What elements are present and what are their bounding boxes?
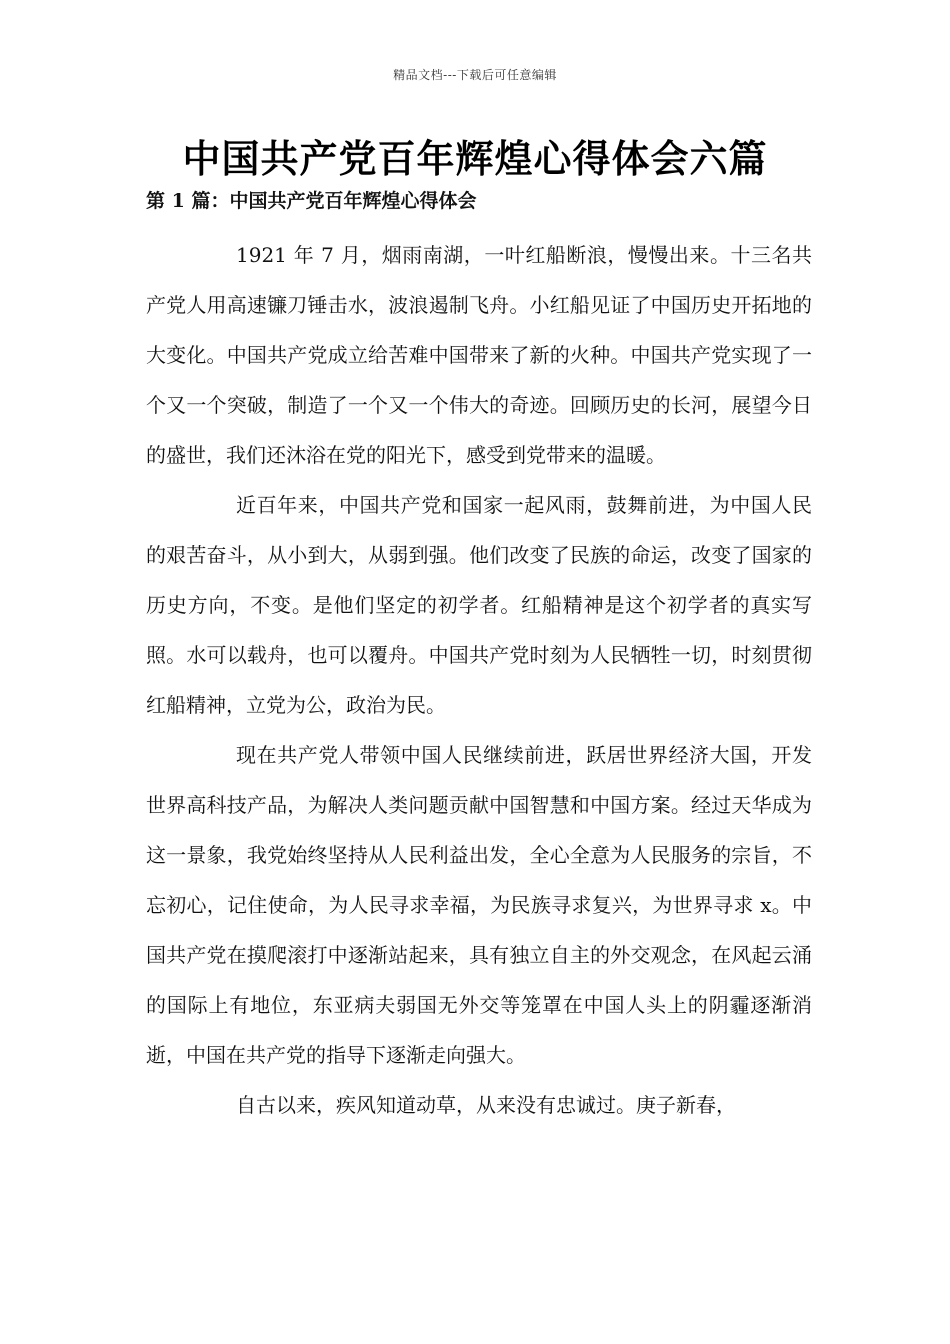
document-title: 中国共产党百年辉煌心得体会六篇 bbox=[182, 137, 768, 181]
section-heading: 第 1 篇：中国共产党百年辉煌心得体会 bbox=[146, 190, 477, 212]
paragraph: 1921 年 7 月，烟雨南湖，一叶红船断浪，慢慢出来。十三名共产党人用高速镰刀锤击水，波浪遏制飞舟。小红船见证了中国历史开拓地的大变化。中国共产党成立给苦难中国带来了新的火种。中国共产党实现了一个又一个突破，制造了一个又一个伟大的奇迹。回顾历史的长河，展望今日的盛世，我们还沐浴在党的阳光下，感受到党带来的温暖。 bbox=[146, 243, 812, 467]
paragraph: 自古以来，疾风知道动草，从来没有忠诚过。庚子新春， bbox=[236, 1093, 736, 1117]
paragraph: 现在共产党人带领中国人民继续前进，跃居世界经济大国，开发世界高科技产品，为解决人类问题贡献中国智慧和中国方案。经过天华成为这一景象，我党始终坚持从人民利益出发，全心全意为人民服务的宗旨，不忘初心，记住使命，为人民寻求幸福，为民族寻求复兴，为世界寻求 x。中国共产党在摸爬滚打中逐渐站起来，具有独立自主的外交观念，在风起云涌的国际上有地位，东亚病夫弱国无外交等笼罩在中国人头上的阴霾逐渐消逝，中国在共产党的指导下逐渐走向强大。 bbox=[146, 743, 812, 1067]
document-body bbox=[146, 230, 812, 1130]
paragraph: 近百年来，中国共产党和国家一起风雨，鼓舞前进，为中国人民的艰苦奋斗，从小到大，从弱到强。他们改变了民族的命运，改变了国家的历史方向，不变。是他们坚定的初学者。红船精神是这个初学者的真实写照。水可以载舟，也可以覆舟。中国共产党时刻为人民牺牲一切，时刻贯彻红船精神，立党为公，政治为民。 bbox=[146, 493, 812, 717]
header-note: 精品文档---下载后可任意编辑 bbox=[393, 68, 557, 82]
